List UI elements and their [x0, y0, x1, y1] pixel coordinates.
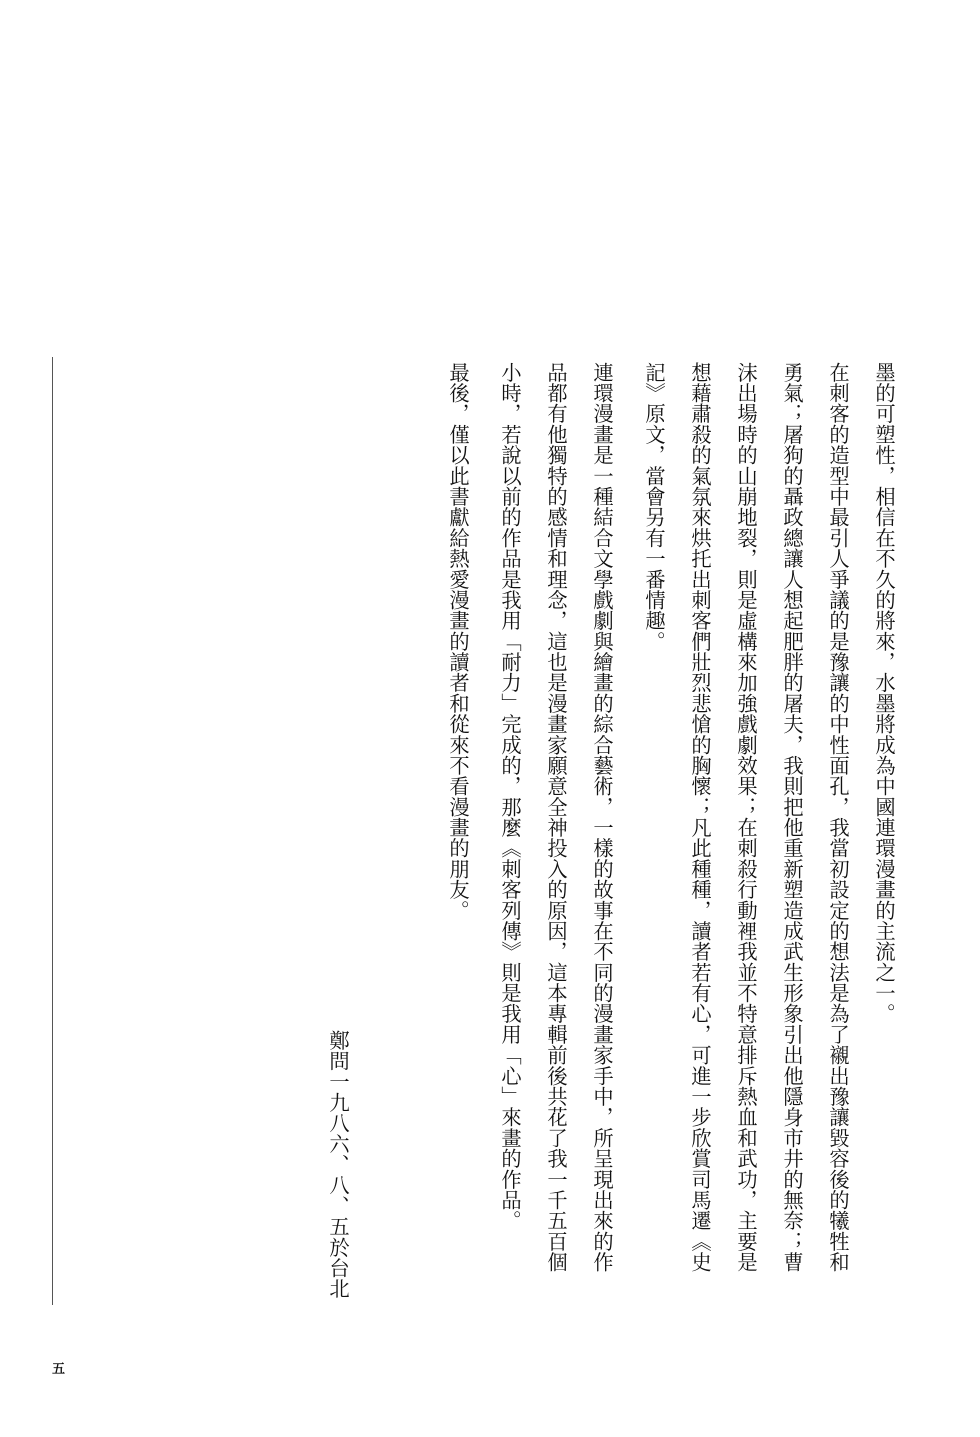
text-column-5: 想藉肅殺的氣氛來烘托出刺客們壯烈悲愴的胸懷；凡此種種，讀者若有心，可進一步欣賞司馬遷《史 — [688, 362, 712, 1273]
text-column-10: 小時，若說以前的作品是我用「耐力」完成的，那麼《刺客列傳》則是我用「心」來畫的作品。 — [498, 362, 522, 1231]
text-column-1: 墨的可塑性，相信在不久的將來，水墨將成為中國連環漫畫的主流之一。 — [872, 362, 896, 1025]
text-column-12: 最後，僅以此書獻給熱愛漫畫的讀者和從來不看漫畫的朋友。 — [446, 362, 470, 921]
text-column-3: 勇氣；屠狗的聶政總讓人想起肥胖的屠夫，我則把他重新塑造成武生形象引出他隱身市井的無奈；曹 — [780, 362, 804, 1273]
text-column-4: 沫出場時的山崩地裂，則是虛構來加強戲劇效果；在刺殺行動裡我並不特意排斥熱血和武功，主要是 — [734, 362, 758, 1273]
text-column-9: 品都有他獨特的感情和理念，這也是漫畫家願意全神投入的原因，這本專輯前後共花了我一千五百個 — [544, 362, 568, 1273]
text-column-6: 記》原文，當會另有一番情趣。 — [642, 362, 666, 652]
page-number: 五 — [52, 1362, 66, 1377]
text-column-2: 在刺客的造型中最引人爭議的是豫讓的中性面孔，我當初設定的想法是為了襯出豫讓毀容後的犧牲和 — [826, 362, 850, 1273]
signature: 鄭問一九八六、八、五於台北 — [326, 1030, 350, 1299]
text-column-8: 連環漫畫是一種結合文學戲劇與繪畫的綜合藝術，一樣的故事在不同的漫畫家手中，所呈現出來的作 — [590, 362, 614, 1273]
margin-rule — [52, 357, 53, 1305]
